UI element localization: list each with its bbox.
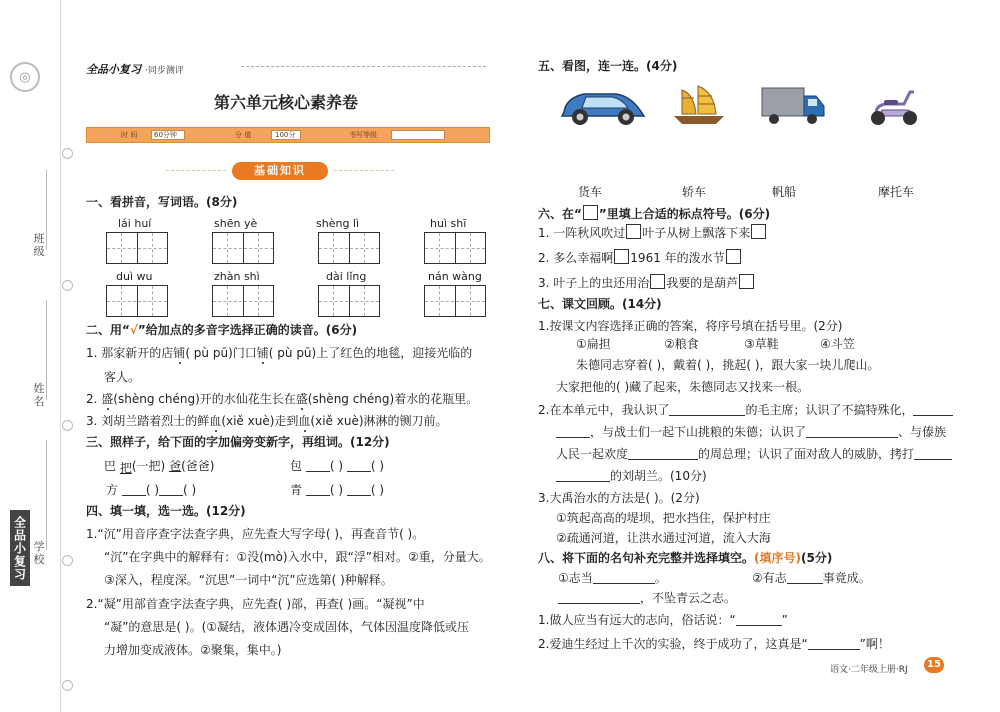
q6-item-2: 2. 多么幸福啊 1961 年的泼水节: [538, 249, 742, 266]
brand-subtitle: ·同步测评: [145, 66, 184, 76]
q6-item-3: 3. 叶子上的虫还用治 我要的是葫芦: [538, 274, 755, 291]
binding-mark-icon: ◎: [10, 62, 40, 92]
class-line: [46, 170, 47, 250]
pinyin-label: lái huí: [118, 217, 152, 230]
time-value: 60分钟: [154, 131, 177, 139]
pinyin-label: dài lǐng: [326, 270, 367, 283]
q2-item-1-cont: 客人。: [104, 370, 141, 384]
q5-title: 五、看图，连一连。(4分): [538, 59, 678, 73]
q8-item-1: 1.做人应当有远大的志向，俗话说：“ ”: [538, 613, 788, 627]
q3-title: 三、照样子，给下面的字加偏旁变新字，再组词。(12分): [86, 435, 390, 449]
q4-item-1-line-3: ③深入，程度深。“沉思”一词中“沉”应选第( )种解释。: [104, 573, 393, 587]
pinyin-label: duì wu: [116, 270, 153, 283]
badge-wing-right: [334, 170, 394, 171]
info-bar: [86, 127, 490, 143]
punctuation-box[interactable]: [739, 274, 754, 289]
q7-item-3-option-1: ①筑起高高的堤坝，把水挡住，保护村庄: [556, 511, 771, 525]
badge-wing-left: [166, 170, 226, 171]
q8-sentence-b: ②有志 事竟成。: [752, 571, 871, 585]
q7-option: ②粮食: [664, 337, 699, 351]
sailboat-icon: [670, 82, 728, 128]
q4-item-2-line-1: 2.“凝”用部首查字法查字典，应先查( )部，再查( )画。“凝视”中: [86, 597, 425, 611]
punctuation-box[interactable]: [726, 249, 741, 264]
writing-grid[interactable]: [106, 232, 168, 264]
writing-grade-box: [391, 130, 445, 140]
q4-item-1-line-2: “沉”在字典中的解释有：①没(mò)入水中，跟“浮”相对。②重，分量大。: [104, 550, 491, 564]
q7-title: 七、课文回顾。(14分): [538, 297, 662, 311]
truck-icon: [760, 82, 826, 128]
writing-grid[interactable]: [318, 285, 380, 317]
q3-row-2a: 方 ( ) ( ): [106, 483, 197, 497]
q2-item-2: 2. 盛(shèng chéng)开的水仙花生长在盛(shèng chéng)着水的花瓶里。: [86, 392, 479, 406]
q7-item-3-option-2: ②疏通河道，让洪水通过河道，流入大海: [556, 531, 771, 545]
pinyin-label: nán wàng: [428, 270, 482, 283]
pinyin-label: shèng lì: [316, 217, 360, 230]
name-line: [46, 300, 47, 400]
punctuation-box[interactable]: [650, 274, 665, 289]
writing-label: 书写等级: [349, 131, 377, 139]
school-line: [46, 440, 47, 550]
q7-item-2-line-3: 人民一起欢度 的周总理；认识了面对敌人的威胁，拷打: [556, 446, 952, 462]
label-class: 班级: [33, 232, 45, 258]
q8-title: 八、将下面的名句补充完整并选择填空。(填序号)(5分): [538, 551, 833, 565]
binding-hole: [62, 280, 73, 291]
score-value: 100分: [275, 131, 296, 139]
writing-grid[interactable]: [318, 232, 380, 264]
binding-strip: [0, 0, 61, 712]
q4-item-2-line-3: 力增加变成液体。②聚集，集中。): [104, 643, 282, 657]
q7-item-2-line-4: 的刘胡兰。(10分): [556, 468, 707, 484]
punctuation-box[interactable]: [751, 224, 766, 239]
page-number: 15: [924, 657, 944, 673]
punctuation-box[interactable]: [626, 224, 641, 239]
q8-item-2: 2.爱迪生经过上千次的实验，终于成功了，这真是“ ”啊！: [538, 637, 890, 651]
q7-item-1: 1.按课文内容选择正确的答案，将序号填在括号里。(2分): [538, 319, 843, 333]
q8-sentence-c: ，不坠青云之志。: [558, 590, 736, 606]
brand-logo: 全品小复习: [86, 63, 141, 76]
q7-item-3: 3.大禹治水的方法是( )。(2分): [538, 491, 700, 505]
q7-item-1-line-1: 朱德同志穿着( )，戴着( )，挑起( )，跟大家一块儿爬山。: [576, 358, 880, 372]
q2-item-1: 1. 那家新开的店铺( pù pū)门口铺( pù pū)上了红色的地毯，迎接光临的: [86, 346, 473, 360]
section-badge: 基础知识: [232, 162, 328, 180]
label-school: 学校: [33, 540, 45, 566]
binding-hole: [62, 148, 73, 159]
caption-truck: 货车: [578, 185, 603, 199]
q2-item-3: 3. 刘胡兰踏着烈士的鲜血(xiě xuè)走到血(xiě xuè)淋淋的铡刀前。: [86, 414, 448, 428]
q8-sentence-a: ①志当 。: [558, 571, 667, 585]
q7-item-1-line-2: 大家把他的( )藏了起来，朱德同志又找来一根。: [556, 380, 810, 394]
q4-title: 四、填一填，选一选。(12分): [86, 504, 246, 518]
binding-hole: [62, 680, 73, 691]
caption-car: 轿车: [682, 185, 707, 199]
side-logo: 全品小复习: [10, 510, 30, 586]
q7-option: ④斗笠: [820, 337, 855, 351]
q3-row-1a: 包 ( ) ( ): [290, 459, 385, 473]
check-mark-icon: √: [129, 323, 138, 337]
pinyin-label: zhàn shì: [214, 270, 260, 283]
writing-grid[interactable]: [106, 285, 168, 317]
q6-title: 六、在“ ”里填上合适的标点符号。(6分): [538, 207, 771, 221]
q2-title: 二、用“√”给加点的多音字选择正确的读音。(6分): [86, 323, 358, 337]
punctuation-box[interactable]: [614, 249, 629, 264]
writing-grid[interactable]: [212, 232, 274, 264]
q7-option: ③草鞋: [744, 337, 779, 351]
label-name: 姓名: [33, 382, 45, 408]
binding-hole: [62, 555, 73, 566]
q7-item-2-line-2: ，与战士们一起下山挑粮的朱德；认识了 、与傣族: [556, 424, 946, 440]
q4-item-1-line-1: 1.“沉”用音序查字法查字典，应先查大写字母( )，再查音节( )。: [86, 527, 425, 541]
q7-option: ①扁担: [576, 337, 611, 351]
pinyin-label: shēn yè: [214, 217, 258, 230]
writing-grid[interactable]: [424, 285, 486, 317]
page-header: [86, 58, 486, 76]
q1-title: 一、看拼音，写词语。(8分): [86, 195, 238, 209]
page-title: 第六单元核心素养卷: [213, 93, 358, 112]
q6-item-1: 1. 一阵秋风吹过 叶子从树上飘落下来: [538, 224, 767, 241]
q7-item-2-line-1: 2.在本单元中，我认识了 的毛主席；认识了不搞特殊化，: [538, 402, 953, 418]
footer-subject: 语文·二年级上册·RJ: [830, 665, 908, 675]
time-label: 时 间: [121, 131, 138, 139]
caption-sailboat: 帆船: [772, 185, 797, 199]
header-dotted-rule: [241, 66, 486, 67]
q3-row-2b: 青 ( ) ( ): [290, 483, 385, 497]
q4-item-2-line-2: “凝”的意思是( )。(①凝结，液体遇冷变成固体，气体因温度降低或压: [104, 620, 470, 634]
score-label: 分 值: [235, 131, 252, 139]
writing-grid[interactable]: [212, 285, 274, 317]
caption-motorcycle: 摩托车: [878, 185, 915, 199]
binding-hole: [62, 420, 73, 431]
q3-example: 巴 把(一把) 爸(爸爸): [104, 459, 215, 475]
car-icon: [556, 82, 650, 128]
pinyin-label: huì shī: [430, 217, 467, 230]
scooter-icon: [866, 82, 922, 128]
writing-grid[interactable]: [424, 232, 486, 264]
